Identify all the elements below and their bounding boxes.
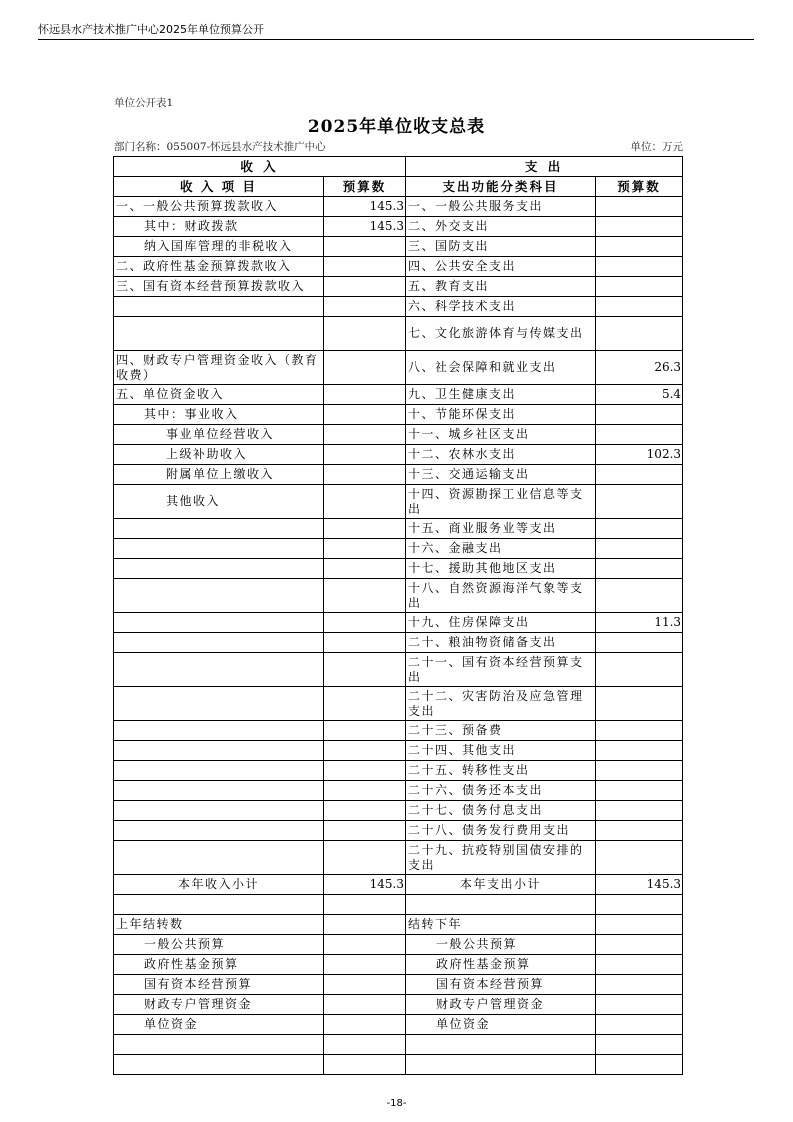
- carry-income-item: 财政专户管理资金: [114, 995, 324, 1015]
- expense-item: 十五、商业服务业等支出: [406, 519, 596, 539]
- blank-cell: [114, 1055, 324, 1075]
- income-amount: [324, 257, 406, 277]
- income-amount: [324, 539, 406, 559]
- income-amount: [324, 317, 406, 351]
- table-row: [114, 197, 683, 217]
- table-row: [114, 761, 683, 781]
- expense-item: 二十九、抗疫特别国债安排的支出: [406, 841, 596, 875]
- expense-amount: [596, 781, 683, 801]
- carry-income-amount: [324, 975, 406, 995]
- income-amount: [324, 801, 406, 821]
- income-amount: [324, 519, 406, 539]
- income-item: [114, 297, 324, 317]
- currency-unit: 单位：万元: [630, 141, 683, 153]
- carry-row: [114, 955, 683, 975]
- income-item: 三、国有资本经营预算拨款收入: [114, 277, 324, 297]
- expense-item: 八、社会保障和就业支出: [406, 351, 596, 385]
- blank-cell: [596, 1035, 683, 1055]
- income-item-header: 收 入 项 目: [114, 177, 324, 197]
- income-amount: [324, 821, 406, 841]
- table-row: [114, 425, 683, 445]
- table-row: [114, 781, 683, 801]
- income-amount: [324, 579, 406, 613]
- expense-amount: [596, 465, 683, 485]
- table-row: [114, 237, 683, 257]
- expense-item: 二十八、债务发行费用支出: [406, 821, 596, 841]
- income-amount: [324, 465, 406, 485]
- table-column-header-row: [114, 177, 683, 197]
- carry-expense-amount: [596, 975, 683, 995]
- carry-income-amount: [324, 955, 406, 975]
- income-item: [114, 653, 324, 687]
- income-amount: [324, 277, 406, 297]
- carry-row: [114, 1015, 683, 1035]
- income-item: [114, 579, 324, 613]
- carry-income-amount: [324, 1015, 406, 1035]
- expense-amount: [596, 801, 683, 821]
- table-row: [114, 633, 683, 653]
- expense-item: 十六、金融支出: [406, 539, 596, 559]
- blank-cell: [324, 1035, 406, 1055]
- expense-item: 二十一、国有资本经营预算支出: [406, 653, 596, 687]
- carry-income-item: 国有资本经营预算: [114, 975, 324, 995]
- income-amount: [324, 351, 406, 385]
- table-row: [114, 405, 683, 425]
- income-amount: [324, 841, 406, 875]
- expense-amount: 11.3: [596, 613, 683, 633]
- income-item: [114, 721, 324, 741]
- table-row: [114, 351, 683, 385]
- page-header-title: 怀远县水产技术推广中心2025年单位预算公开: [38, 23, 264, 36]
- expense-amount: 5.4: [596, 385, 683, 405]
- expense-item: 十二、农林水支出: [406, 445, 596, 465]
- blank-cell: [324, 895, 406, 915]
- expense-amount: [596, 761, 683, 781]
- income-amount: [324, 613, 406, 633]
- expense-item: 九、卫生健康支出: [406, 385, 596, 405]
- table-row: [114, 445, 683, 465]
- carry-expense-item: 财政专户管理资金: [406, 995, 596, 1015]
- table-row: [114, 465, 683, 485]
- document-title: 2025年单位收支总表: [307, 117, 486, 137]
- income-subtotal-amount: 145.3: [324, 875, 406, 895]
- income-amount: [324, 781, 406, 801]
- income-item: 附属单位上缴收入: [114, 465, 324, 485]
- blank-cell: [406, 895, 596, 915]
- carry-row: [114, 915, 683, 935]
- expense-amount: 26.3: [596, 351, 683, 385]
- table-row: [114, 559, 683, 579]
- income-item: [114, 539, 324, 559]
- income-item: [114, 633, 324, 653]
- blank-cell: [114, 895, 324, 915]
- carry-income-amount: [324, 915, 406, 935]
- income-amount: [324, 741, 406, 761]
- income-item: [114, 559, 324, 579]
- carry-expense-item: 一般公共预算: [406, 935, 596, 955]
- income-item: [114, 317, 324, 351]
- table-row: [114, 687, 683, 721]
- income-item: 一、一般公共预算拨款收入: [114, 197, 324, 217]
- income-amount: [324, 385, 406, 405]
- expense-amount: [596, 485, 683, 519]
- income-item: [114, 741, 324, 761]
- table-row: [114, 317, 683, 351]
- blank-row: [114, 1035, 683, 1055]
- expense-item: 二十二、灾害防治及应急管理支出: [406, 687, 596, 721]
- income-amount: [324, 297, 406, 317]
- table-row: [114, 277, 683, 297]
- table-row: [114, 841, 683, 875]
- income-item: 其中：财政拨款: [114, 217, 324, 237]
- blank-cell: [596, 1055, 683, 1075]
- income-amount: [324, 237, 406, 257]
- blank-row: [114, 1055, 683, 1075]
- expense-amount: [596, 257, 683, 277]
- expense-item: 三、国防支出: [406, 237, 596, 257]
- income-section-header: 收 入: [114, 157, 406, 177]
- form-number: 单位公开表1: [114, 97, 174, 109]
- expense-item: 十、节能环保支出: [406, 405, 596, 425]
- table-row: [114, 385, 683, 405]
- income-item: [114, 801, 324, 821]
- expense-amount: [596, 741, 683, 761]
- income-amount: [324, 405, 406, 425]
- expense-amount: [596, 317, 683, 351]
- income-item: 纳入国库管理的非税收入: [114, 237, 324, 257]
- table-section-header-row: [114, 157, 683, 177]
- table-row: [114, 821, 683, 841]
- expense-item: 十三、交通运输支出: [406, 465, 596, 485]
- expense-amount: [596, 821, 683, 841]
- expense-amount: [596, 237, 683, 257]
- expense-subtotal-amount: 145.3: [596, 875, 683, 895]
- expense-amount-header: 预算数: [596, 177, 683, 197]
- income-item: 其中：事业收入: [114, 405, 324, 425]
- expense-amount: [596, 405, 683, 425]
- expense-amount: [596, 519, 683, 539]
- expense-section-header: 支 出: [406, 157, 683, 177]
- table-row: [114, 721, 683, 741]
- expense-amount: [596, 687, 683, 721]
- blank-row: [114, 895, 683, 915]
- carry-expense-amount: [596, 935, 683, 955]
- expense-item: 二十六、债务还本支出: [406, 781, 596, 801]
- blank-cell: [324, 1055, 406, 1075]
- carry-row: [114, 935, 683, 955]
- table-row: [114, 539, 683, 559]
- department-name: 部门名称：055007-怀远县水产技术推广中心: [114, 141, 326, 153]
- income-item: 其他收入: [114, 485, 324, 519]
- expense-amount: [596, 197, 683, 217]
- carry-expense-item: 政府性基金预算: [406, 955, 596, 975]
- income-item: 事业单位经营收入: [114, 425, 324, 445]
- carry-expense-amount: [596, 1015, 683, 1035]
- carry-expense-amount: [596, 995, 683, 1015]
- table-row: [114, 653, 683, 687]
- expense-item: 二十四、其他支出: [406, 741, 596, 761]
- expense-amount: [596, 653, 683, 687]
- blank-cell: [406, 1035, 596, 1055]
- income-amount: [324, 761, 406, 781]
- expense-amount: [596, 841, 683, 875]
- header-divider: [38, 39, 754, 40]
- expense-amount: 102.3: [596, 445, 683, 465]
- expense-item: 二十三、预备费: [406, 721, 596, 741]
- expense-amount: [596, 217, 683, 237]
- expense-amount: [596, 425, 683, 445]
- income-subtotal-label: 本年收入小计: [114, 875, 324, 895]
- income-item: [114, 613, 324, 633]
- income-amount: [324, 485, 406, 519]
- income-amount: [324, 633, 406, 653]
- income-item: [114, 519, 324, 539]
- income-amount: [324, 425, 406, 445]
- income-amount: 145.3: [324, 197, 406, 217]
- budget-summary-table: [113, 156, 683, 1075]
- expense-amount: [596, 539, 683, 559]
- blank-cell: [114, 1035, 324, 1055]
- income-amount: [324, 721, 406, 741]
- income-amount: [324, 559, 406, 579]
- carry-expense-amount: [596, 915, 683, 935]
- table-row: [114, 579, 683, 613]
- income-amount: 145.3: [324, 217, 406, 237]
- expense-item: 六、科学技术支出: [406, 297, 596, 317]
- expense-amount: [596, 277, 683, 297]
- income-item: 二、政府性基金预算拨款收入: [114, 257, 324, 277]
- income-item: 五、单位资金收入: [114, 385, 324, 405]
- table-row: [114, 485, 683, 519]
- carry-expense-item: 结转下年: [406, 915, 596, 935]
- income-item: [114, 821, 324, 841]
- carry-income-amount: [324, 935, 406, 955]
- blank-cell: [596, 895, 683, 915]
- expense-item: 十一、城乡社区支出: [406, 425, 596, 445]
- expense-item: 十九、住房保障支出: [406, 613, 596, 633]
- expense-item: 十四、资源勘探工业信息等支出: [406, 485, 596, 519]
- expense-item: 四、公共安全支出: [406, 257, 596, 277]
- carry-row: [114, 975, 683, 995]
- expense-amount: [596, 559, 683, 579]
- carry-expense-amount: [596, 955, 683, 975]
- table-row: [114, 297, 683, 317]
- expense-amount: [596, 297, 683, 317]
- income-amount: [324, 653, 406, 687]
- carry-income-item: 政府性基金预算: [114, 955, 324, 975]
- expense-item: 一、一般公共服务支出: [406, 197, 596, 217]
- income-amount-header: 预算数: [324, 177, 406, 197]
- table-row: [114, 801, 683, 821]
- carry-income-item: 一般公共预算: [114, 935, 324, 955]
- blank-cell: [406, 1055, 596, 1075]
- expense-amount: [596, 579, 683, 613]
- income-item: [114, 687, 324, 721]
- table-row: [114, 257, 683, 277]
- carry-expense-item: 单位资金: [406, 1015, 596, 1035]
- table-row: [114, 613, 683, 633]
- expense-item: 五、教育支出: [406, 277, 596, 297]
- income-amount: [324, 445, 406, 465]
- carry-income-item: 上年结转数: [114, 915, 324, 935]
- expense-item: 十八、自然资源海洋气象等支出: [406, 579, 596, 613]
- carry-income-amount: [324, 995, 406, 1015]
- income-item: [114, 761, 324, 781]
- income-item: [114, 841, 324, 875]
- expense-item-header: 支出功能分类科目: [406, 177, 596, 197]
- expense-amount: [596, 633, 683, 653]
- table-row: [114, 217, 683, 237]
- expense-item: 二十七、债务付息支出: [406, 801, 596, 821]
- income-item: 四、财政专户管理资金收入（教育收费）: [114, 351, 324, 385]
- carry-row: [114, 995, 683, 1015]
- income-item: [114, 781, 324, 801]
- income-amount: [324, 687, 406, 721]
- expense-item: 二十五、转移性支出: [406, 761, 596, 781]
- expense-item: 七、文化旅游体育与传媒支出: [406, 317, 596, 351]
- expense-item: 十七、援助其他地区支出: [406, 559, 596, 579]
- income-item: 上级补助收入: [114, 445, 324, 465]
- table-row: [114, 741, 683, 761]
- expense-item: 二、外交支出: [406, 217, 596, 237]
- expense-item: 二十、粮油物资储备支出: [406, 633, 596, 653]
- carry-expense-item: 国有资本经营预算: [406, 975, 596, 995]
- table-row: [114, 519, 683, 539]
- expense-amount: [596, 721, 683, 741]
- page-number: -18-: [386, 1098, 407, 1109]
- expense-subtotal-label: 本年支出小计: [406, 875, 596, 895]
- carry-income-item: 单位资金: [114, 1015, 324, 1035]
- subtotal-row: [114, 875, 683, 895]
